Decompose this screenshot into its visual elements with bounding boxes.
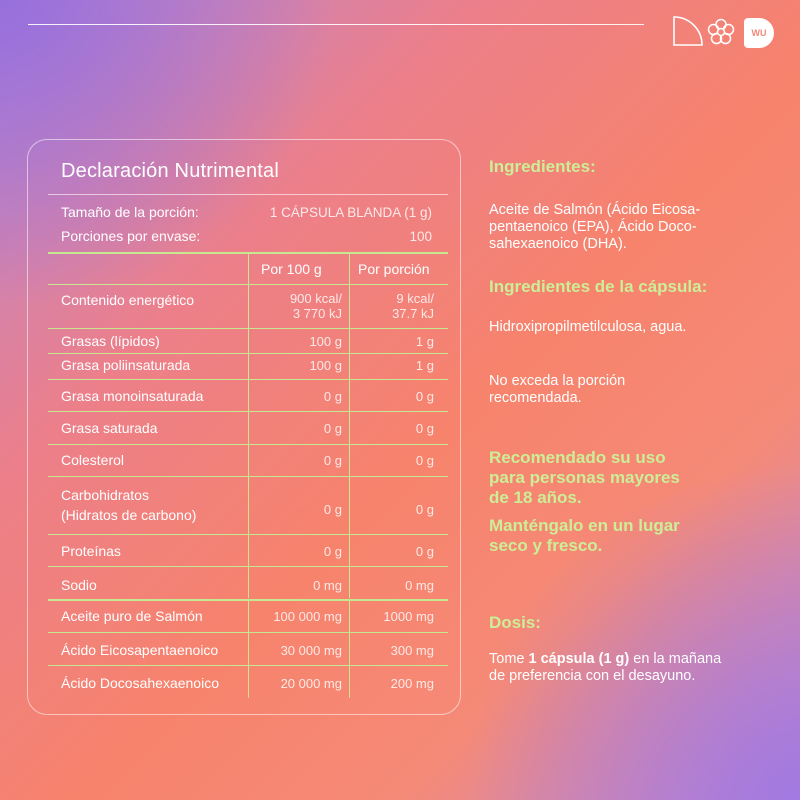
row-per100: 0 g — [323, 389, 342, 404]
row-perserving: 200 mg — [390, 676, 434, 691]
row-name: Contenido energético — [61, 292, 195, 308]
quarter-circle-icon — [671, 14, 705, 48]
row-name: Grasa saturada — [61, 420, 158, 436]
row-rule — [48, 379, 448, 380]
row-per100: 0 g — [323, 421, 342, 436]
title-rule — [48, 194, 448, 195]
row-perserving: 0 g — [415, 421, 434, 436]
row-per100: 0 g — [323, 544, 342, 559]
row-per100: 100 000 mg — [273, 609, 342, 624]
ingredients-line: sahexaenoico (DHA). — [489, 236, 627, 252]
row-name-line1: Carbohidratos — [61, 487, 149, 503]
row-name: Colesterol — [61, 452, 125, 468]
servings-label: Porciones por envase: — [61, 228, 201, 244]
recommendation-line: para personas mayores — [489, 468, 680, 487]
row-name: Grasa monoinsaturada — [61, 388, 204, 404]
row-per100: 100 g — [309, 334, 342, 349]
recommendation-line: Recomendado su uso — [489, 448, 666, 467]
row-name-line2: (Hidratos de carbono) — [61, 507, 197, 523]
col-header-per100: Por 100 g — [261, 261, 322, 277]
row-rule — [48, 353, 448, 354]
row-rule — [48, 632, 448, 633]
row-per100-line2: 3 770 kJ — [292, 306, 342, 321]
col-divider-2 — [349, 252, 350, 598]
col-divider-1b — [248, 600, 249, 698]
row-rule — [48, 476, 448, 477]
capsule-heading: Ingredientes de la cápsula: — [489, 277, 708, 296]
ingredients-heading: Ingredientes: — [489, 157, 596, 176]
rule-cols — [48, 284, 448, 285]
row-name: Grasa poliinsaturada — [61, 357, 191, 373]
section-rule — [48, 599, 448, 601]
panel-title: Declaración Nutrimental — [61, 160, 280, 182]
row-perserving: 1000 mg — [383, 609, 434, 624]
col-divider-2b — [349, 600, 350, 698]
row-perserving: 0 g — [415, 544, 434, 559]
serving-size-label: Tamaño de la porción: — [61, 204, 199, 220]
warning-text — [489, 373, 779, 407]
dosage-text — [489, 651, 779, 685]
ingredients-line: pentaenoico (EPA), Ácido Doco- — [489, 219, 697, 235]
row-per100-line1: 900 kcal/ — [289, 291, 342, 306]
row-perserving: 0 mg — [405, 578, 434, 593]
row-perserving-line2: 37.7 kJ — [392, 306, 434, 321]
row-perserving: 0 g — [415, 502, 434, 517]
row-name: Aceite puro de Salmón — [61, 608, 203, 624]
row-per100: 0 g — [323, 453, 342, 468]
row-perserving: 1 g — [415, 358, 434, 373]
row-per100: 100 g — [309, 358, 342, 373]
row-rule — [48, 411, 448, 412]
dosage-line2: de preferencia con el desayuno. — [489, 668, 696, 684]
dosage-line1 — [489, 651, 779, 668]
row-per100: 20 000 mg — [280, 676, 342, 691]
ingredients-line: Aceite de Salmón (Ácido Eicosa- — [489, 202, 701, 218]
row-name: Sodio — [61, 577, 97, 593]
servings-value: 100 — [409, 229, 432, 244]
recommendation-line: de 18 años. — [489, 488, 582, 507]
capsule-text: Hidroxipropilmetilculosa, agua. — [489, 319, 687, 335]
row-name: Ácido Eicosapentaenoico — [61, 642, 219, 658]
dosage-amount: 1 cápsula (1 g) — [528, 651, 630, 667]
warning-line: No exceda la porción — [489, 373, 626, 389]
row-name: Grasas (lípidos) — [61, 333, 160, 349]
dosage-heading: Dosis: — [489, 613, 541, 632]
row-rule — [48, 665, 448, 666]
warning-line: recomendada. — [489, 390, 582, 406]
row-rule — [48, 534, 448, 535]
row-name: Proteínas — [61, 543, 121, 559]
serving-size-value: 1 CÁPSULA BLANDA (1 g) — [269, 205, 432, 220]
brand-logo: WU — [744, 18, 774, 48]
row-perserving: 300 mg — [390, 643, 434, 658]
col-header-per-serving: Por porción — [358, 261, 430, 277]
row-perserving: 0 g — [415, 389, 434, 404]
row-perserving: 1 g — [415, 334, 434, 349]
storage-line: seco y fresco. — [489, 536, 603, 555]
row-per100: 30 000 mg — [280, 643, 342, 658]
recommendation-text — [489, 448, 779, 508]
row-rule — [48, 566, 448, 567]
storage-text — [489, 516, 779, 556]
dosage-pre: Tome — [489, 651, 529, 667]
row-rule — [48, 444, 448, 445]
row-perserving: 0 g — [415, 453, 434, 468]
row-per100: 0 mg — [313, 578, 342, 593]
dosage-post: en la mañana — [629, 651, 722, 667]
row-name: Ácido Docosahexaenoico — [61, 675, 219, 691]
nutrition-panel — [27, 139, 461, 715]
top-divider — [28, 24, 644, 25]
ingredients-text — [489, 202, 779, 253]
storage-line: Manténgalo en un lugar — [489, 516, 680, 535]
flower-icon — [706, 17, 736, 47]
row-rule — [48, 328, 448, 329]
row-per100: 0 g — [323, 502, 342, 517]
col-divider-1 — [248, 252, 249, 598]
row-perserving-line1: 9 kcal/ — [396, 291, 434, 306]
